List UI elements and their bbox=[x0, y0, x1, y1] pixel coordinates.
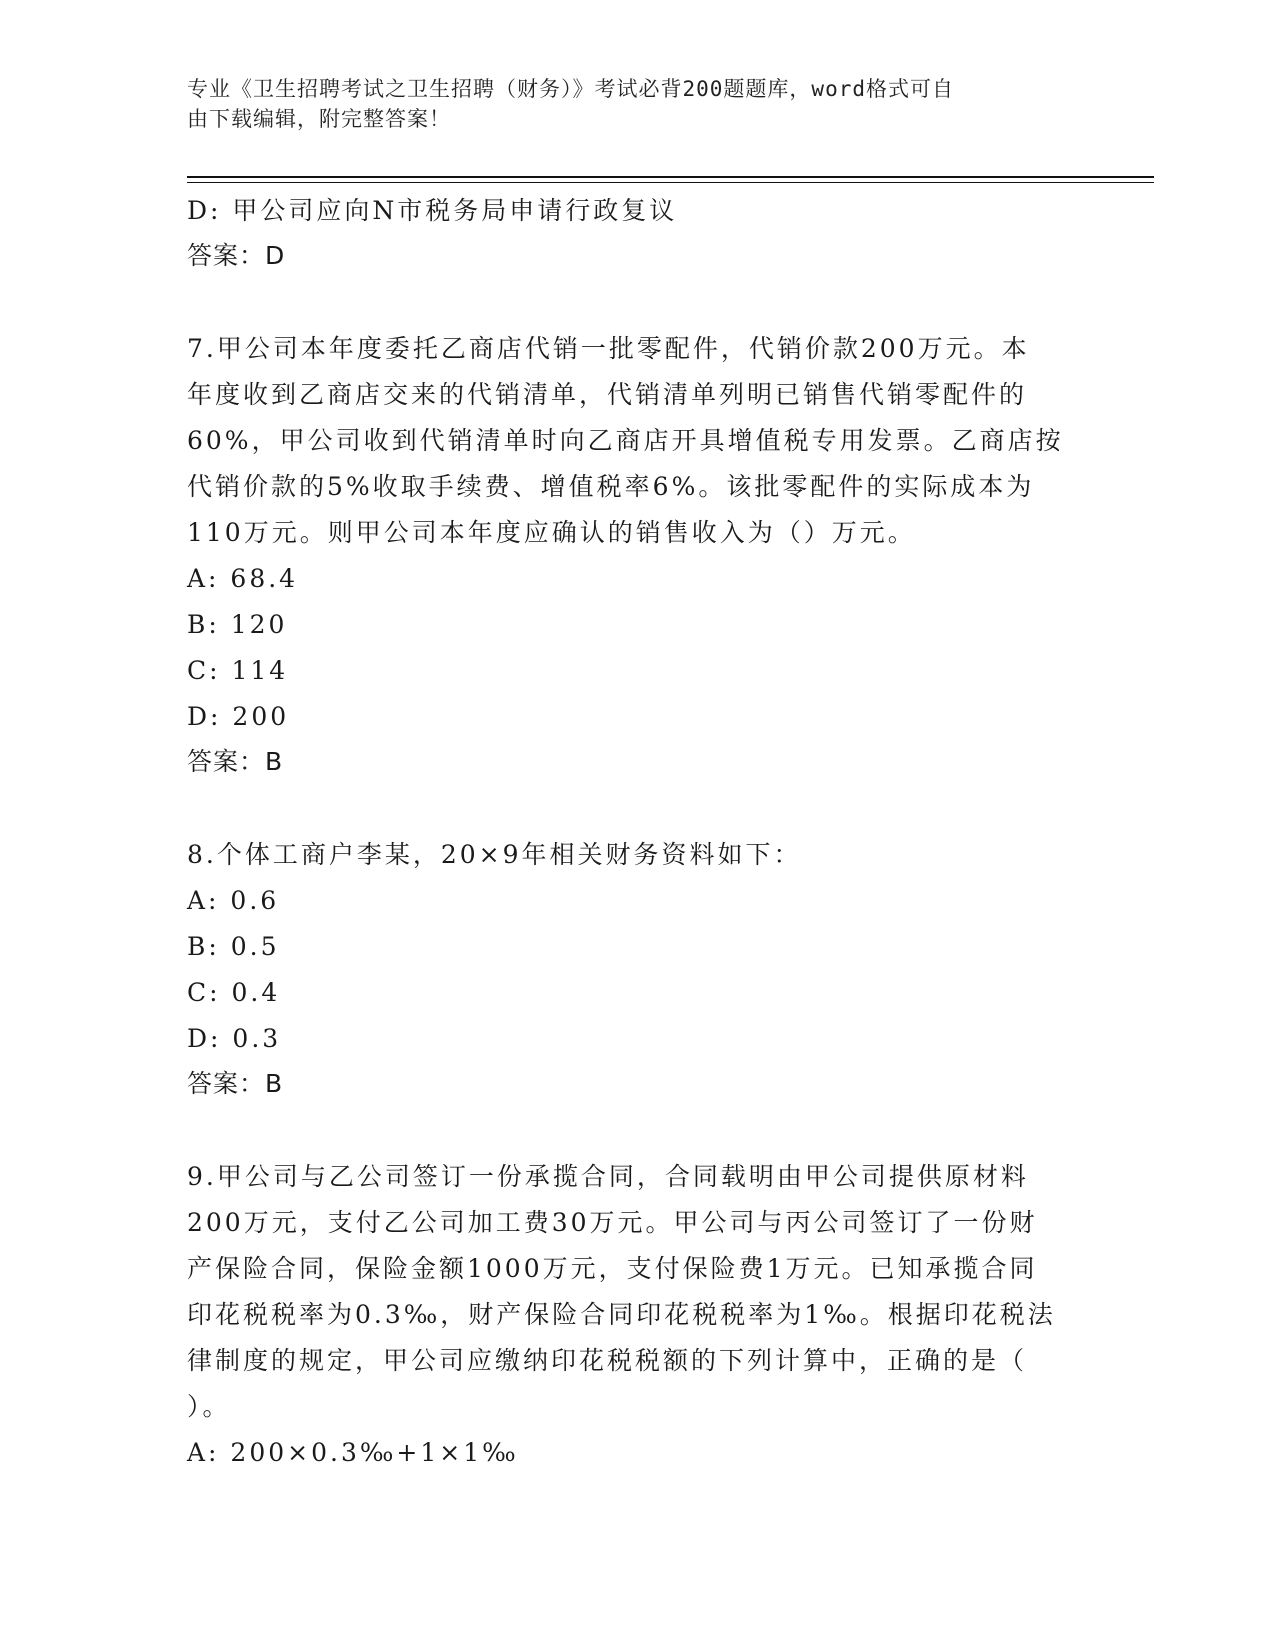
question-text-line: 8.个体工商户李某，20×9年相关财务资料如下： bbox=[187, 840, 802, 869]
question-text-line: 印花税税率为0.3‰，财产保险合同印花税税率为1‰。根据印花税法 bbox=[187, 1300, 1056, 1329]
header-divider-thin bbox=[187, 182, 1154, 183]
question-text-line: 代销价款的5%收取手续费、增值税率6%。该批零配件的实际成本为 bbox=[187, 472, 1035, 501]
answer-label: 答案：D bbox=[187, 241, 286, 270]
answer-label: 答案：B bbox=[187, 1069, 284, 1098]
option-a: A: 200×0.3‰+1×1‰ bbox=[187, 1438, 519, 1467]
question-text-line: 产保险合同，保险金额1000万元，支付保险费1万元。已知承揽合同 bbox=[187, 1254, 1038, 1283]
option-c: C: 114 bbox=[187, 656, 289, 685]
question-text-line: 200万元，支付乙公司加工费30万元。甲公司与丙公司签订了一份财 bbox=[187, 1208, 1038, 1237]
option-d: D: 甲公司应向N市税务局申请行政复议 bbox=[187, 196, 678, 225]
question-text-line: 110万元。则甲公司本年度应确认的销售收入为（）万元。 bbox=[187, 518, 916, 547]
document-header bbox=[187, 74, 1067, 134]
option-d: D: 200 bbox=[187, 702, 290, 731]
header-divider-thick bbox=[187, 176, 1154, 178]
option-c: C: 0.4 bbox=[187, 978, 281, 1007]
question-text-line: 年度收到乙商店交来的代销清单，代销清单列明已销售代销零配件的 bbox=[187, 380, 1028, 409]
question-7 bbox=[187, 326, 1067, 784]
question-9 bbox=[187, 1154, 1067, 1476]
question-text-line: 律制度的规定，甲公司应缴纳印花税税额的下列计算中，正确的是（ bbox=[187, 1346, 1028, 1375]
question-text-line: 7.甲公司本年度委托乙商店代销一批零配件，代销价款200万元。本 bbox=[187, 334, 1030, 363]
option-a: A: 68.4 bbox=[187, 564, 299, 593]
header-line-2: 由下载编辑，附完整答案！ bbox=[187, 107, 451, 131]
option-d: D: 0.3 bbox=[187, 1024, 282, 1053]
option-a: A: 0.6 bbox=[187, 886, 280, 915]
question-8 bbox=[187, 832, 1067, 1106]
question-text-line: 9.甲公司与乙公司签订一份承揽合同，合同载明由甲公司提供原材料 bbox=[187, 1162, 1029, 1191]
option-b: B: 0.5 bbox=[187, 932, 280, 961]
option-b: B: 120 bbox=[187, 610, 288, 639]
header-line-1: 专业《卫生招聘考试之卫生招聘（财务）》考试必背200题题库，word格式可自 bbox=[187, 77, 954, 101]
question-text-line: ）。 bbox=[187, 1392, 231, 1421]
question-text-line: 60%，甲公司收到代销清单时向乙商店开具增值税专用发票。乙商店按 bbox=[187, 426, 1064, 455]
answer-label: 答案：B bbox=[187, 747, 284, 776]
document-body bbox=[187, 188, 1067, 1476]
